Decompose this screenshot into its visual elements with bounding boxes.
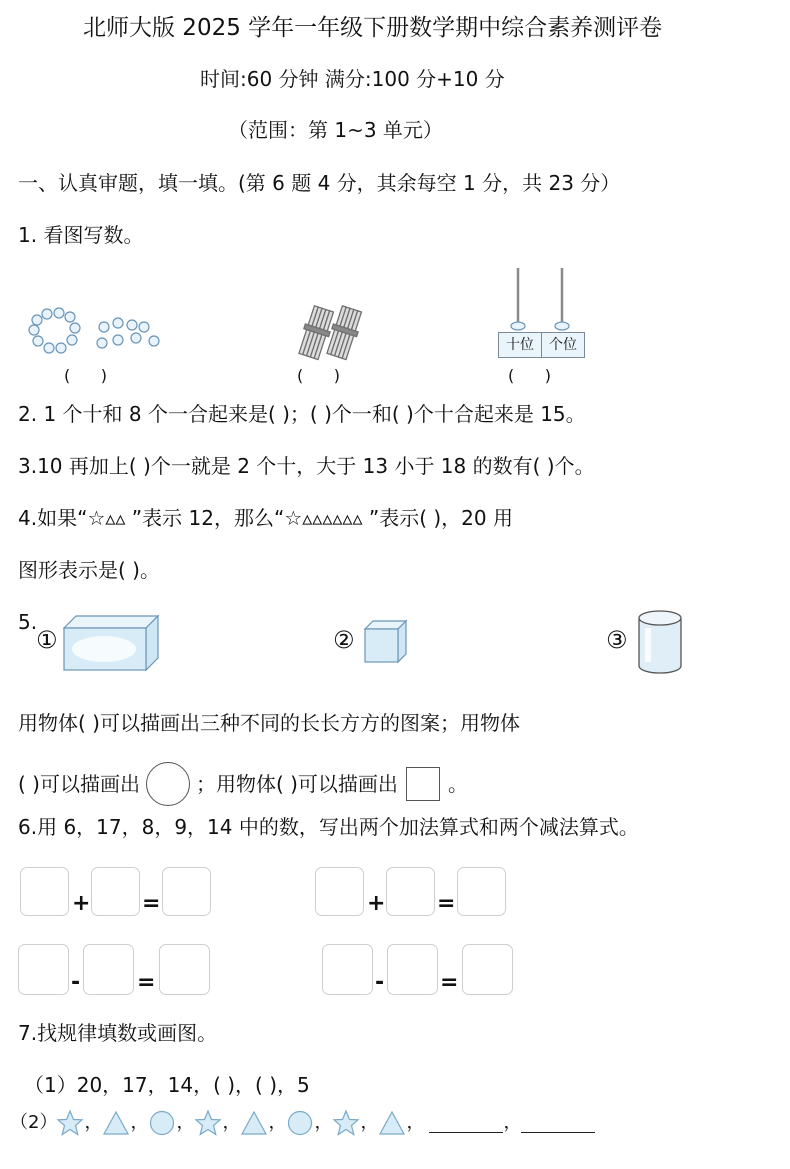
beads-figure: [28, 308, 168, 358]
question-7-part-2: [10, 1110, 595, 1136]
answer-box[interactable]: [462, 944, 513, 995]
separator-comma: ，: [176, 1112, 195, 1133]
object-label-3: ③: [606, 626, 628, 654]
answer-box[interactable]: [457, 867, 506, 916]
answer-box[interactable]: [20, 867, 69, 916]
answer-box[interactable]: [387, 944, 438, 995]
cuboid-box-figure: [62, 614, 160, 672]
answer-blank-sticks[interactable]: ( ): [297, 366, 340, 385]
question-4-line-1: 4.如果“☆▵▵ ”表示 12，那么“☆▵▵▵▵▵▵ ”表示( )，20 用: [18, 506, 513, 530]
question-3: 3.10 再加上( )个一就是 2 个十，大于 13 小于 18 的数有( )个。: [18, 454, 595, 478]
answer-blank-abacus[interactable]: ( ): [508, 366, 551, 385]
abacus-figure: [496, 266, 586, 358]
question-7-part-1: （1）20，17，14，( )，( )，5: [24, 1073, 310, 1097]
tens-place-label: 十位: [499, 333, 542, 357]
question-6: 6.用 6，17，8，9，14 中的数，写出两个加法算式和两个减法算式。: [18, 815, 639, 839]
question-7-part-2-label: （2）: [10, 1112, 58, 1133]
equals-sign: =: [142, 891, 161, 916]
separator-comma: ，: [84, 1112, 103, 1133]
cylinder-figure: [637, 610, 683, 676]
answer-box[interactable]: [162, 867, 211, 916]
separator-comma: ，: [314, 1112, 333, 1133]
minus-sign: -: [71, 970, 81, 995]
cube-figure: [364, 620, 408, 664]
equals-sign: =: [437, 891, 456, 916]
answer-box[interactable]: [386, 867, 435, 916]
question-4-line-2: 图形表示是( )。: [18, 558, 160, 582]
ones-place-label: 个位: [549, 337, 577, 353]
question-1: 1. 看图写数。: [18, 223, 144, 247]
sticks-bundle-figure: [298, 305, 364, 361]
answer-box[interactable]: [83, 944, 134, 995]
plus-sign: +: [367, 891, 386, 916]
triangle-icon: [241, 1110, 267, 1136]
question-5-line-2: [18, 762, 468, 806]
question-7: 7.找规律填数或画图。: [18, 1021, 218, 1045]
section-heading: 一、认真审题，填一填。(第 6 题 4 分，其余每空 1 分，共 23 分）: [18, 171, 621, 195]
question-2: 2. 1 个十和 8 个一合起来是( )；( )个一和( )个十合起来是 15。: [18, 402, 586, 426]
question-5-line-1: 用物体( )可以描画出三种不同的长长方方的图案；用物体: [18, 711, 520, 735]
separator-comma: ，: [130, 1112, 149, 1133]
separator-comma: ，: [406, 1112, 425, 1133]
answer-box[interactable]: [18, 944, 69, 995]
square-shape-icon: [406, 767, 440, 801]
answer-box[interactable]: [315, 867, 364, 916]
exam-meta: 时间:60 分钟 满分:100 分+10 分: [200, 67, 505, 91]
abacus-rods: [496, 266, 586, 332]
circle-icon: [287, 1110, 313, 1136]
triangle-icon: [379, 1110, 405, 1136]
object-label-1: ①: [36, 626, 58, 654]
shape-sequence: [57, 1110, 425, 1136]
answer-box[interactable]: [91, 867, 140, 916]
plus-sign: +: [72, 891, 91, 916]
triangle-icon: [103, 1110, 129, 1136]
equals-sign: =: [440, 970, 459, 995]
minus-sign: -: [375, 970, 385, 995]
answer-blank-beads[interactable]: ( ): [64, 366, 107, 385]
question-5-line-2-part-b: ；用物体( )可以描画出: [195, 772, 398, 796]
separator-comma: ，: [268, 1112, 287, 1133]
answer-box[interactable]: [322, 944, 373, 995]
star-icon: [333, 1110, 359, 1136]
separator-comma: ，: [360, 1112, 379, 1133]
answer-blank-line[interactable]: [521, 1114, 595, 1133]
separator-comma: ，: [503, 1112, 522, 1133]
question-5-line-2-part-c: 。: [447, 772, 468, 796]
page-title: 北师大版 2025 学年一年级下册数学期中综合素养测评卷: [83, 15, 663, 41]
question-5-line-2-part-a: ( )可以描画出: [18, 772, 140, 796]
circle-icon: [149, 1110, 175, 1136]
star-icon: [195, 1110, 221, 1136]
object-label-2: ②: [333, 626, 355, 654]
equals-sign: =: [137, 970, 156, 995]
question-5-number: 5.: [18, 610, 38, 634]
separator-comma: ，: [222, 1112, 241, 1133]
answer-blank-line[interactable]: [429, 1114, 503, 1133]
exam-scope: （范围：第 1~3 单元）: [228, 118, 443, 142]
answer-box[interactable]: [159, 944, 210, 995]
circle-shape-icon: [146, 762, 190, 806]
star-icon: [57, 1110, 83, 1136]
